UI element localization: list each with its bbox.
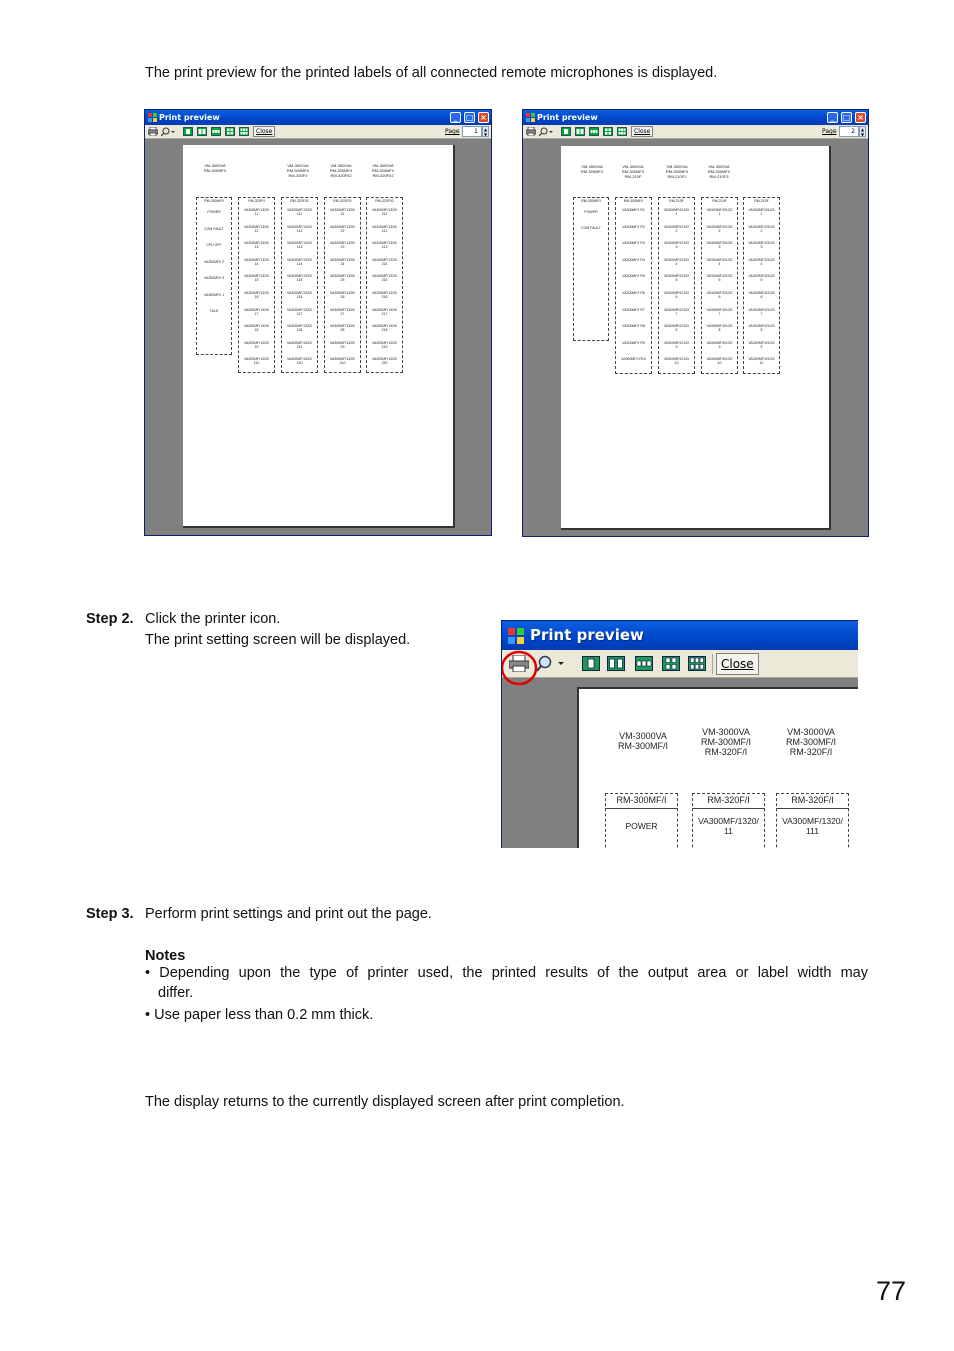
label-column [658, 197, 695, 374]
close-button[interactable]: Close [253, 126, 275, 137]
label-cell: VA300MF/1320/ 114 [286, 257, 313, 266]
six-pages-icon[interactable] [617, 127, 627, 136]
page-number-input[interactable]: 2 [839, 126, 859, 137]
label-cell: VA300MF/I210/I 8 [663, 324, 690, 333]
label-column [324, 197, 361, 373]
window-titlebar [523, 110, 868, 125]
label-cell: VA300MF/1320/ 215 [371, 274, 398, 283]
minimize-button[interactable]: _ [450, 112, 461, 123]
column-header: VM-3000VA RM-300MF/I RM-320F/I [286, 163, 310, 178]
label-cell: VA300MF/1320/ 213 [371, 241, 398, 250]
label-cell: VA300MF/1320/ 25 [329, 274, 356, 283]
print-preview-zoom [501, 620, 858, 848]
label-tag: RM-320F/I [248, 199, 265, 203]
column-header: VM-3000VA RM-300MF/I RM-320F/I2 [371, 163, 395, 178]
label-divider [692, 808, 765, 809]
four-pages-icon[interactable] [662, 656, 680, 671]
label-cell: VA300MF/1320/ 118 [286, 324, 313, 333]
left-label-cell: CPU OFF [206, 243, 222, 247]
two-pages-icon[interactable] [197, 127, 207, 136]
label-cell: VA300MF/1320/ 15 [243, 274, 270, 283]
page-label: Page [822, 128, 837, 135]
step2-label: Step 2. [86, 611, 134, 627]
label-cell: VA300MF/I210/3 6 [748, 291, 775, 299]
label-cell: VA300MF/1320/ 110 [243, 357, 270, 366]
left-label-cell: POWER [584, 210, 598, 214]
page-number-input[interactable]: 1 [462, 126, 482, 137]
label-tag: RM-300MF/I [581, 199, 601, 203]
label-cell: POWER [625, 821, 658, 831]
label-cell: VA300MF/I R9 [622, 340, 645, 345]
label-cell: VA300MF/1320/ 210 [329, 357, 356, 366]
label-cell: VA300MF/I R8 [622, 324, 645, 329]
label-tag: RM-320F/I2 [333, 199, 352, 203]
left-label-cell: VA300MF/I 1 [203, 292, 225, 297]
page-spinner[interactable]: ▲ ▼ [483, 127, 488, 137]
label-column [605, 793, 678, 848]
label-cell: VA300MF/1320/ 11 [243, 208, 270, 216]
column-header: VM-3000VA RM-300MF/I [617, 731, 668, 751]
label-tag: RM-300MF/I [616, 795, 667, 805]
two-pages-icon[interactable] [607, 656, 625, 671]
label-tag: RM-210F [754, 199, 769, 203]
column-header: VM-3000VA RM-300MF/I RM-320F/I [700, 727, 751, 757]
closing-text: The display returns to the currently displayed screen after print completion. [145, 1094, 625, 1110]
label-cell: VA300MF/I210/2 5 [706, 274, 733, 283]
note-item-1-cont: differ. [158, 985, 194, 1001]
label-cell: VA300MF/I210/I 6 [663, 291, 690, 299]
label-column [743, 197, 780, 374]
app-icon [526, 113, 535, 122]
left-label-cell: POWER [207, 210, 221, 214]
label-cell: VA300MF/1320/ 12 [243, 224, 270, 233]
label-cell: VA300MF/1320/ 19 [243, 340, 270, 349]
column-header: VM-3000VA RM-300MF/I RM-210F [621, 164, 645, 179]
label-cell: VA300MF/1320/ 113 [286, 241, 313, 250]
label-cell: VA300MF/I210/2 4 [706, 257, 733, 266]
step2-line2: The print setting screen will be displayed. [145, 632, 411, 648]
app-icon [148, 113, 157, 122]
page-label: Page [445, 128, 460, 135]
column-header: VM-3000VA RM-300MF/I [203, 163, 227, 173]
label-cell: VA300MF/1320/ 120 [286, 357, 313, 366]
label-cell: VA300MF/I210/I 4 [663, 257, 690, 266]
label-cell: VA300MF/1320/ 218 [371, 324, 398, 333]
zoom-icon[interactable] [539, 127, 553, 137]
preview-toolbar [523, 125, 868, 139]
label-cell: VA300MF/I210/2 9 [706, 340, 733, 349]
label-cell: VA300MF/I210/3 5 [748, 274, 775, 283]
six-pages-icon[interactable] [239, 127, 249, 136]
intro-text: The print preview for the printed labels of all connected remote microphones is displayed. [145, 65, 718, 81]
three-pages-icon[interactable] [589, 127, 599, 136]
label-cell: VA300MF/1320/ 116 [286, 291, 313, 299]
page-number: 77 [876, 1276, 907, 1306]
label-cell: VA300MF/I R4 [622, 257, 645, 262]
label-cell: VA300MF/I210/2 6 [706, 291, 733, 299]
toolbar-separator [712, 654, 713, 674]
column-header: VM-3000VA RM-300MF/I [580, 164, 604, 174]
left-label-cell: TALK [209, 309, 219, 313]
label-cell: VA300MF/1320/ 14 [243, 257, 270, 266]
window-title: Print preview [530, 626, 644, 644]
label-cell: VA300MF/I210/2 1 [706, 208, 733, 216]
minimize-button[interactable]: _ [827, 112, 838, 123]
label-cell: VA300MF/1320/ 23 [329, 241, 356, 250]
preview-paper-zoomed [577, 687, 858, 848]
preview-toolbar [502, 650, 858, 678]
label-tag: RM-300MF/I [204, 199, 224, 203]
label-cell: VA300MF/1320/ 13 [243, 241, 270, 250]
maximize-button[interactable]: □ [842, 113, 851, 122]
label-cell: VA300MF/I210/3 8 [748, 324, 775, 333]
label-tag: RM-210F [712, 199, 727, 203]
label-cell: VA300MF/I210/2 10 [706, 357, 733, 366]
column-header: VM-3000VA RM-300MF/I RM-320F/I2 [329, 163, 353, 178]
label-cell: VA300MF/1320/ 18 [243, 324, 270, 333]
window-title: Print preview [537, 113, 598, 122]
label-cell: VA300MF/I210/I 7 [663, 307, 690, 316]
label-column [281, 197, 318, 373]
label-cell: VA300MF/I210/2 2 [706, 224, 733, 233]
close-window-button[interactable]: × [478, 112, 489, 123]
left-label-column [573, 197, 609, 341]
close-button[interactable]: Close [716, 653, 759, 675]
label-column [366, 197, 403, 373]
label-cell: VA300MF/1320/ 112 [286, 224, 313, 233]
label-cell: VA300MF/1320/ 24 [329, 257, 356, 266]
label-cell: VA300MF/I210/I 3 [663, 241, 690, 250]
window-titlebar [502, 621, 858, 650]
label-tag: RM-300MF/I [623, 199, 644, 203]
left-label-cell: VA300MF/I 3 [203, 276, 225, 280]
label-cell: VA300MF/1320/ 220 [371, 357, 398, 366]
label-cell: VA300MF/I210/I 5 [663, 274, 690, 283]
one-page-icon[interactable] [561, 127, 571, 136]
label-cell: VA300MF/I210/2 7 [706, 307, 733, 316]
note-item-2: • Use paper less than 0.2 mm thick. [145, 1007, 374, 1023]
label-column [776, 793, 849, 848]
print-preview-window-page1 [144, 109, 492, 536]
label-cell: VA300MF/I210/2 3 [706, 241, 733, 250]
label-cell: VA300MF/I210/2 8 [706, 324, 733, 333]
label-cell: VA300MF/I210/3 2 [748, 224, 775, 233]
label-cell: VA300MF/I210/3 4 [748, 257, 775, 266]
column-header: VM-3000VA RM-300MF/I RM-320F/I [785, 727, 836, 757]
label-divider [776, 808, 849, 809]
one-page-icon[interactable] [582, 656, 600, 671]
label-tag: RM-210F [669, 199, 684, 203]
label-cell: VA300MF/1320/ 115 [286, 274, 313, 283]
printer-icon[interactable] [148, 127, 158, 136]
label-column [701, 197, 738, 374]
label-cell: VA300MF/1320/ 21 [329, 208, 356, 216]
label-column [615, 197, 652, 374]
maximize-button[interactable]: □ [465, 113, 474, 122]
label-cell: VA300MF/1320/ 17 [243, 307, 270, 316]
label-cell: VA300MF/1320/ 16 [243, 291, 270, 299]
label-cell: VA300MF/I210/I 10 [663, 357, 690, 366]
two-pages-icon[interactable] [575, 127, 585, 136]
column-header: VM-3000VA RM-300MF/I RM-210F2 [665, 164, 689, 179]
label-cell: VA300MF/I210/I 9 [663, 340, 690, 349]
label-tag: RM-320F/I [707, 795, 750, 805]
label-cell: VA300MF/I R6 [622, 291, 645, 295]
label-cell: VA300MF/I R5 [622, 274, 645, 279]
label-cell: VA300MF/I210/3 3 [748, 241, 775, 250]
four-pages-icon[interactable] [603, 127, 613, 136]
printer-icon[interactable] [526, 127, 536, 136]
page-spinner[interactable]: ▲ ▼ [860, 127, 865, 137]
label-cell: VA300MF/1320/ 11 [698, 816, 759, 836]
left-label-column [196, 197, 232, 355]
column-header: VM-3000VA RM-300MF/I RM-210F3 [707, 164, 731, 179]
label-cell: VA300MF/1320/ 216 [371, 291, 398, 299]
label-cell: VA300MF/1320/ 219 [371, 340, 398, 349]
window-titlebar [145, 110, 491, 125]
step3-text: Perform print settings and print out the page. [145, 906, 432, 922]
four-pages-icon[interactable] [225, 127, 235, 136]
label-divider [605, 808, 678, 809]
label-cell: VA300MF/1320/ 214 [371, 257, 398, 266]
label-cell: VA300MF/1320/ 211 [371, 208, 398, 216]
label-cell: VA300MF/I210/3 10 [748, 357, 775, 366]
left-label-cell: COM FAULT [581, 226, 601, 230]
preview-paper [183, 145, 455, 528]
label-cell: VA300MF/1320/ 29 [329, 340, 356, 349]
label-cell: VA300MF/I R10 [621, 357, 646, 362]
label-cell: VA300MF/I R3 [622, 241, 645, 246]
label-cell: VA300MF/1320/ 217 [371, 307, 398, 316]
label-tag: RM-320F/I2 [290, 199, 309, 203]
label-cell: VA300MF/I210/3 7 [748, 307, 775, 316]
label-cell: VA300MF/1320/ 119 [286, 340, 313, 349]
label-cell: VA300MF/1320/ 117 [286, 307, 313, 316]
three-pages-icon[interactable] [635, 656, 653, 671]
three-pages-icon[interactable] [211, 127, 221, 136]
preview-paper [561, 146, 831, 530]
app-icon [508, 628, 524, 644]
label-cell: VA300MF/1320/ 22 [329, 224, 356, 233]
one-page-icon[interactable] [183, 127, 193, 136]
label-tag: RM-320F/I2 [375, 199, 394, 203]
label-cell: VA300MF/1320/ 111 [782, 816, 843, 836]
note-item-1: • Depending upon the type of printer used, the printed results of the output area or label width may [145, 965, 868, 981]
label-column [692, 793, 765, 848]
label-cell: VA300MF/1320/ 212 [371, 224, 398, 233]
step3-label: Step 3. [86, 906, 134, 922]
label-cell: VA300MF/I R1 [622, 208, 645, 212]
close-button[interactable]: Close [631, 126, 653, 137]
left-label-cell: COM FAULT [204, 226, 224, 231]
window-title: Print preview [159, 113, 220, 122]
label-cell: VA300MF/1320/ 111 [286, 208, 313, 216]
zoom-icon[interactable] [161, 127, 175, 137]
label-cell: VA300MF/I210/3 9 [748, 340, 775, 349]
notes-title: Notes [145, 948, 186, 964]
print-preview-window-page2 [522, 109, 869, 537]
label-cell: VA300MF/1320/ 27 [329, 307, 356, 316]
printer-highlight-circle [501, 650, 542, 688]
step2-line1: Click the printer icon. [145, 611, 281, 627]
label-column [238, 197, 275, 373]
label-cell: VA300MF/I210/I 2 [663, 224, 690, 233]
label-cell: VA300MF/1320/ 26 [329, 291, 356, 299]
left-label-cell: VA300MF/I 2 [203, 259, 225, 264]
close-window-button[interactable]: × [855, 112, 866, 123]
label-cell: VA300MF/1320/ 28 [329, 324, 356, 333]
label-cell: VA300MF/I210/I 1 [663, 208, 690, 216]
label-cell: VA300MF/I210/3 1 [748, 208, 775, 216]
preview-toolbar [145, 125, 491, 139]
six-pages-icon[interactable] [688, 656, 706, 671]
label-cell: VA300MF/I R2 [622, 224, 645, 229]
label-tag: RM-320F/I [791, 795, 834, 805]
label-cell: VA300MF/I R7 [622, 307, 645, 312]
